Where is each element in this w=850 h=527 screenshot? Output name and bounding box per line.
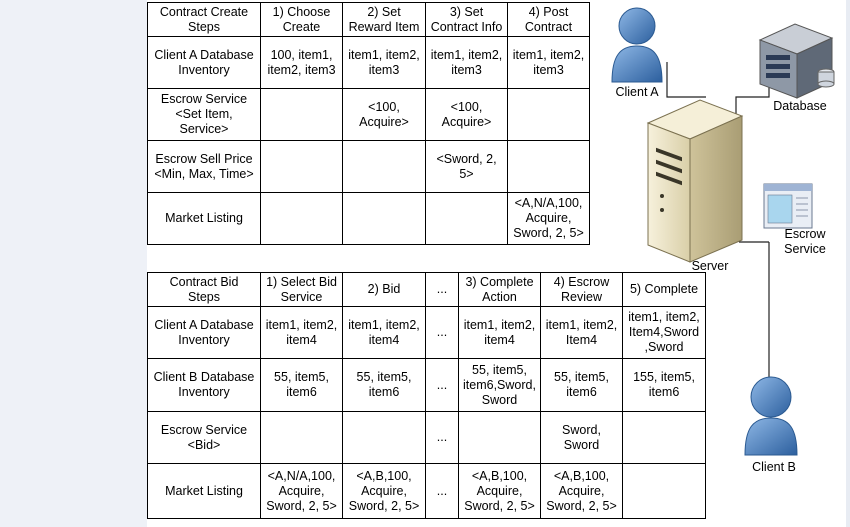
header-cell: 2) Set Reward Item bbox=[343, 3, 426, 37]
row-label-cell: Escrow Sell Price <Min, Max, Time> bbox=[148, 141, 261, 193]
table-cell: 55, item5, item6 bbox=[541, 359, 623, 412]
table-cell: item1, item2, item3 bbox=[508, 37, 590, 89]
table-cell: Sword, Sword bbox=[541, 412, 623, 464]
link-clienta-server bbox=[667, 62, 706, 97]
table-cell: 155, item5, item6 bbox=[623, 359, 706, 412]
table-cell: 55, item5, item6 bbox=[343, 359, 426, 412]
table-cell: 100, item1, item2, item3 bbox=[261, 37, 343, 89]
row-label-cell: Escrow Service <Bid> bbox=[148, 412, 261, 464]
database-server-icon bbox=[760, 24, 834, 98]
client-a-label: Client A bbox=[615, 85, 659, 99]
table-cell: ... bbox=[426, 307, 459, 359]
server-label: Server bbox=[691, 259, 729, 273]
header-cell: 3) Set Contract Info bbox=[426, 3, 508, 37]
row-label-cell: Client B Database Inventory bbox=[148, 359, 261, 412]
row-label-cell: Client A Database Inventory bbox=[148, 307, 261, 359]
header-cell: 4) Escrow Review bbox=[541, 273, 623, 307]
table-cell: 55, item5, item6 bbox=[261, 359, 343, 412]
client-b-user-icon bbox=[745, 377, 797, 455]
row-label-cell: Market Listing bbox=[148, 193, 261, 245]
table-cell: item1, item2, item4 bbox=[343, 307, 426, 359]
table-cell: <100, Acquire> bbox=[426, 89, 508, 141]
header-cell: Contract Bid Steps bbox=[148, 273, 261, 307]
database-label: Database bbox=[773, 99, 827, 113]
table-cell: item1, item2, Item4 bbox=[541, 307, 623, 359]
table-cell: item1, item2, item3 bbox=[343, 37, 426, 89]
header-cell: Contract Create Steps bbox=[148, 3, 261, 37]
table-cell: <A,B,100, Acquire, Sword, 2, 5> bbox=[343, 464, 426, 519]
table-cell: <Sword, 2, 5> bbox=[426, 141, 508, 193]
table-cell: ... bbox=[426, 464, 459, 519]
header-cell: 1) Choose Create bbox=[261, 3, 343, 37]
row-label-cell: Escrow Service <Set Item, Service> bbox=[148, 89, 261, 141]
server-tower-icon bbox=[648, 100, 742, 262]
table-cell: item1, item2, item4 bbox=[459, 307, 541, 359]
header-cell: 3) Complete Action bbox=[459, 273, 541, 307]
header-cell: 1) Select Bid Service bbox=[261, 273, 343, 307]
table-cell: ... bbox=[426, 359, 459, 412]
table-cell: <A,N/A,100, Acquire, Sword, 2, 5> bbox=[261, 464, 343, 519]
client-b-label: Client B bbox=[752, 460, 796, 474]
client-a-user-icon bbox=[612, 8, 662, 82]
escrow-service-label: Escrow Service bbox=[784, 227, 826, 256]
table-cell: item1, item2, Item4,Sword ,Sword bbox=[623, 307, 706, 359]
table-cell: item1, item2, item3 bbox=[426, 37, 508, 89]
header-cell: 5) Complete bbox=[623, 273, 706, 307]
table-cell: <A,N/A,100, Acquire, Sword, 2, 5> bbox=[508, 193, 590, 245]
row-label-cell: Market Listing bbox=[148, 464, 261, 519]
header-cell: 2) Bid bbox=[343, 273, 426, 307]
table-cell: item1, item2, item4 bbox=[261, 307, 343, 359]
table-cell: <100, Acquire> bbox=[343, 89, 426, 141]
row-label-cell: Client A Database Inventory bbox=[148, 37, 261, 89]
table-cell: ... bbox=[426, 412, 459, 464]
table-cell: <A,B,100, Acquire, Sword, 2, 5> bbox=[541, 464, 623, 519]
header-cell: 4) Post Contract bbox=[508, 3, 590, 37]
header-cell: ... bbox=[426, 273, 459, 307]
table-cell: <A,B,100, Acquire, Sword, 2, 5> bbox=[459, 464, 541, 519]
table-cell: 55, item5, item6,Sword, Sword bbox=[459, 359, 541, 412]
escrow-window-icon bbox=[764, 184, 812, 228]
